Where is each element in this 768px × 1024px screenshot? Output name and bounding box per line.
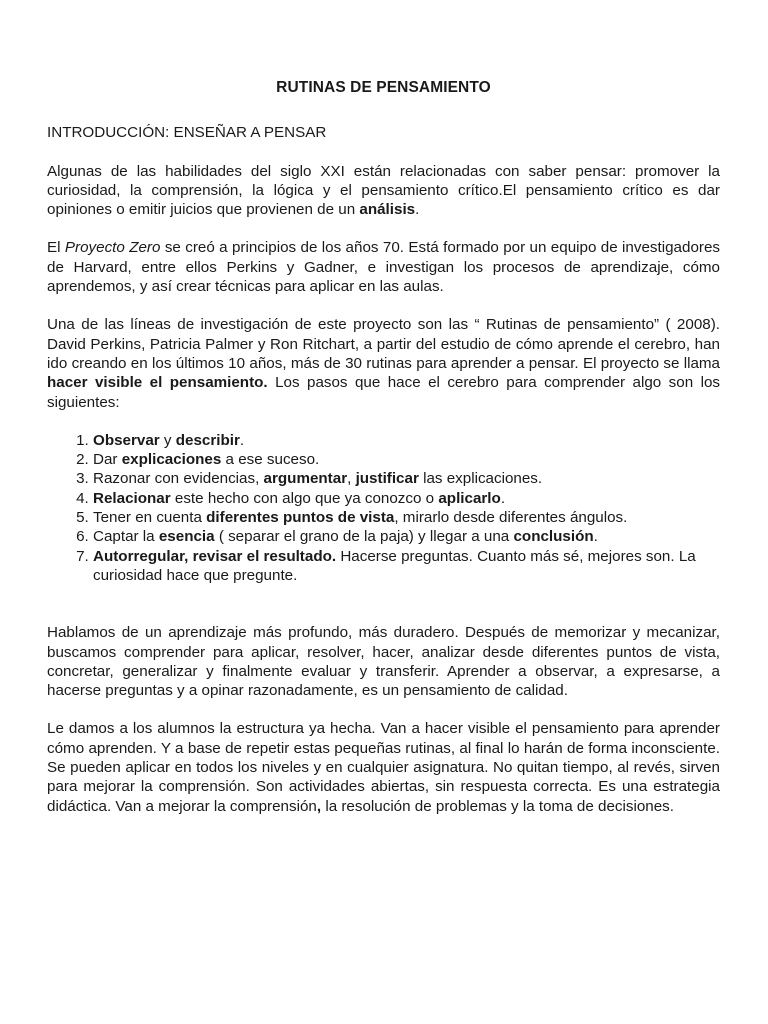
text-run: las explicaciones. bbox=[418, 470, 543, 488]
paragraph-proyecto-zero bbox=[47, 238, 720, 296]
spacer bbox=[47, 585, 720, 623]
bold-term: aplicarlo bbox=[438, 489, 501, 507]
text-run: . bbox=[415, 201, 420, 219]
text-run: a ese suceso. bbox=[221, 451, 320, 469]
text-run: se creó a principios de los años 70. Está formado por un equipo de investigadores de Harvard, entre ellos Perkins y Gadner, e investigan los procesos de aprendizaje, cómo aprendemos, y así crear técnicas para aplicar en las aulas. bbox=[47, 239, 720, 296]
bold-term: Relacionar bbox=[93, 489, 171, 507]
list-item bbox=[93, 431, 720, 450]
text-run: este hecho con algo que ya conozco o bbox=[170, 489, 439, 507]
text-run: Una de las líneas de investigación de este proyecto son las “ Rutinas de pensamiento” ( 2008). David Perkins, Patricia Palmer y Ron Ritchart, a partir del estudio de cómo aprende el cerebro, han ido creando en los últimos 10 años, más de 30 rutinas para aprender a pensar. El proyecto se llama bbox=[47, 316, 720, 372]
document-title: RUTINAS DE PENSAMIENTO bbox=[276, 79, 491, 96]
bold-term: Observar bbox=[93, 431, 160, 449]
bold-term: Autorregular, revisar el resultado. bbox=[93, 547, 337, 565]
text-run: Los pasos que hace el cerebro para comprender algo son los siguientes: bbox=[47, 374, 720, 411]
italic-term: Proyecto Zero bbox=[64, 239, 161, 257]
list-item bbox=[93, 450, 720, 469]
paragraph-aprendizaje: Hablamos de un aprendizaje más profundo, más duradero. Después de memorizar y mecanizar, buscamos comprender para aplicar, resolver, hacer, analizar desde diferentes puntos de vista, concretar, generalizar y finalmente evaluar y transferir. Aprender a observar, a expresarse, a hacerse preguntas y a opinar razonadamente, es un pensamiento de calidad. bbox=[47, 624, 720, 700]
document-page bbox=[47, 78, 720, 816]
list-item bbox=[93, 469, 720, 488]
text-run: , bbox=[347, 470, 356, 488]
text-run: Algunas de las habilidades del siglo XXI están relacionadas con saber pensar: promover la curiosidad, la comprensión, la lógica y el pensamiento crítico.El pensamiento crítico es dar opiniones o emitir juicios que provienen de un bbox=[47, 162, 720, 219]
list-item bbox=[93, 527, 720, 546]
bold-term: hacer visible el pensamiento. bbox=[47, 374, 268, 392]
paragraph-habilidades bbox=[47, 162, 720, 220]
text-run: Hacerse preguntas. Cuanto más sé, mejores son. La curiosidad hace que pregunte. bbox=[93, 547, 696, 584]
bold-term: justificar bbox=[355, 470, 419, 488]
paragraph-rutinas bbox=[47, 315, 720, 411]
bold-term: explicaciones bbox=[121, 451, 222, 469]
bold-term: , bbox=[316, 797, 322, 815]
text-run: Razonar con evidencias, bbox=[93, 470, 264, 488]
list-item bbox=[93, 547, 720, 586]
text-run: ( separar el grano de la paja) y llegar a una bbox=[214, 528, 514, 546]
text-run: El bbox=[47, 239, 65, 257]
text-run: . bbox=[500, 489, 506, 507]
bold-term: esencia bbox=[158, 528, 215, 546]
text-run: Le damos a los alumnos la estructura ya hecha. Van a hacer visible el pensamiento para aprender cómo aprenden. Y a base de repetir estas pequeñas rutinas, al final lo harán de forma inconsciente. Se pueden aplicar en todos los niveles y en cualquier asignatura. No quitan tiempo, al revés, sirven para mejorar la comprensión. Son actividades abiertas, sin respuesta correcta. Es una estrategia didáctica. Van a mejorar la comprensión bbox=[47, 720, 720, 815]
paragraph-estructura bbox=[47, 719, 720, 815]
bold-term: conclusión bbox=[513, 528, 594, 546]
section-heading: INTRODUCCIÓN: ENSEÑAR A PENSAR bbox=[47, 124, 327, 142]
list-item bbox=[93, 508, 720, 527]
bold-term: diferentes puntos de vista bbox=[206, 509, 395, 527]
bold-term: describir bbox=[175, 431, 240, 449]
text-run: . bbox=[593, 528, 598, 546]
bold-term: análisis bbox=[359, 201, 416, 219]
list-item bbox=[93, 489, 720, 508]
text-run: la resolución de problemas y la toma de decisiones. bbox=[321, 797, 674, 815]
text-run: , mirarlo desde diferentes ángulos. bbox=[394, 509, 628, 527]
text-run: Captar la bbox=[93, 528, 159, 546]
text-run: y bbox=[159, 431, 176, 449]
text-run: . bbox=[239, 431, 245, 449]
text-run: Dar bbox=[93, 451, 122, 469]
steps-list bbox=[47, 431, 720, 585]
text-run: Tener en cuenta bbox=[93, 509, 207, 527]
bold-term: argumentar bbox=[263, 470, 348, 488]
